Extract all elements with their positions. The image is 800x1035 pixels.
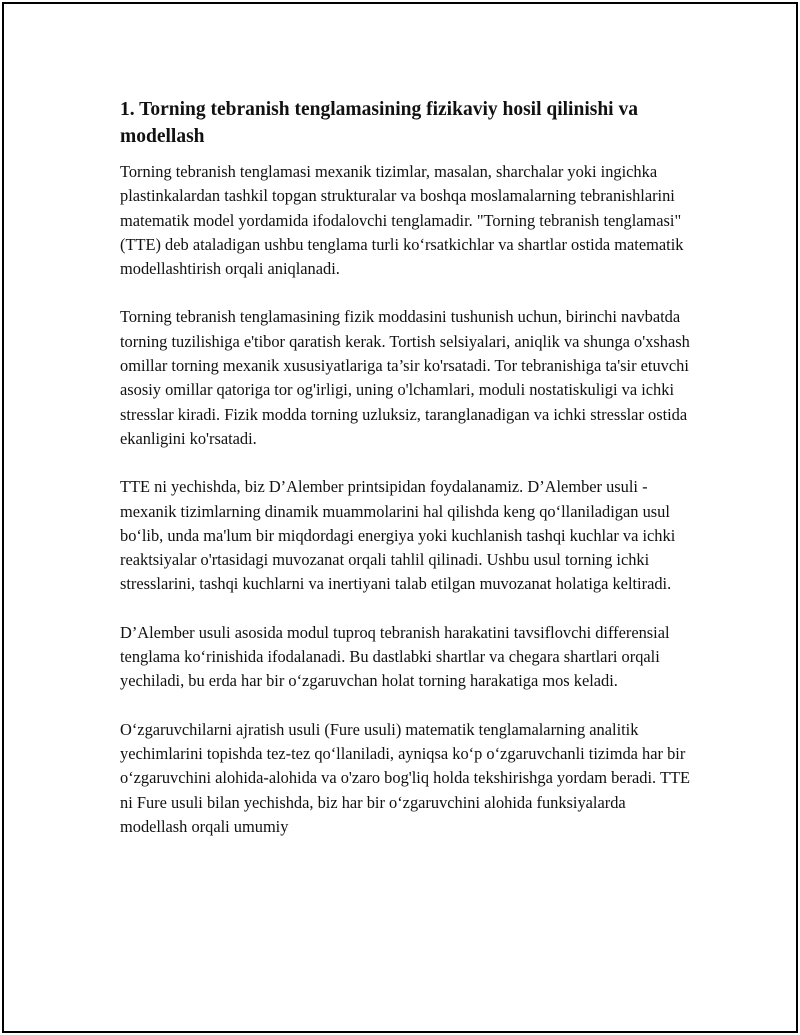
paragraph-5: O‘zgaruvchilarni ajratish usuli (Fure usuli) matematik tenglamalarning analitik yechimlarini topishda tez-tez qo‘llaniladi, ayniqsa ko‘p o‘zgaruvchanli tizimda har bir o‘zgaruvchini alohida-alohida va o'zaro bog'liq holda tekshirishga yordam beradi. TTE ni Fure usuli bilan yechishda, biz har bir o‘zgaruvchini alohida funksiyalarda modellash orqali umumiy [120, 719, 690, 836]
paragraph-3: TTE ni yechishda, biz D’Alember printsipidan foydalanamiz. D’Alember usuli - mexanik tizimlarning dinamik muammolarini hal qilishda keng qo‘llaniladigan usul bo‘lib, unda ma'lum bir miqdordagi energiya yoki kuchlanish tashqi kuchlar va ichki reaktsiyalar o'rtasidagi muvozanat orqali tahlil qilinadi. Ushbu usul torning ichki stresslarini, tashqi kuchlarni va inertiyani talab etilgan muvozanat holatiga keltiradi. [120, 477, 676, 594]
paragraph-4: D’Alember usuli asosida modul tuproq tebranish harakatini tavsiflovchi differensial tenglama ko‘rinishida ifodalanadi. Bu dastlabki shartlar va chegara shartlari orqali yechiladi, bu erda har bir o‘zgaruvchan holat torning harakatiga mos keladi. [120, 622, 670, 691]
paragraph-2: Torning tebranish tenglamasining fizik moddasini tushunish uchun, birinchi navbatda torning tuzilishiga e'tibor qaratish kerak. Tortish selsiyalari, aniqlik va shunga o'xshash omillar torning mexanik xususiyatlariga ta’sir ko'rsatadi. Tor tebranishiga ta'sir etuvchi asosiy omillar qatoriga tor og'irligi, uning o'lchamlari, moduli nostatiskuligi va ichki stresslar kiradi. Fizik modda torning uzluksiz, taranglanadigan va ichki stresslar ostida ekanligini ko'rsatadi. [120, 307, 690, 448]
document-body [120, 96, 690, 863]
document-page [2, 2, 798, 1033]
section-heading: 1. Torning tebranish tenglamasining fizikaviy hosil qilinishi va modellash [120, 99, 638, 147]
paragraph-1: Torning tebranish tenglamasi mexanik tizimlar, masalan, sharchalar yoki ingichka plastinkalardan tashkil topgan strukturalar va boshqa moslamalarning tebranishlarini matematik model yordamida ifodalovchi tenglamadir. "Torning tebranish tenglamasi" (TTE) deb ataladigan ushbu tenglama turli ko‘rsatkichlar va shartlar ostida matematik modellashtirish orqali aniqlanadi. [120, 162, 684, 279]
